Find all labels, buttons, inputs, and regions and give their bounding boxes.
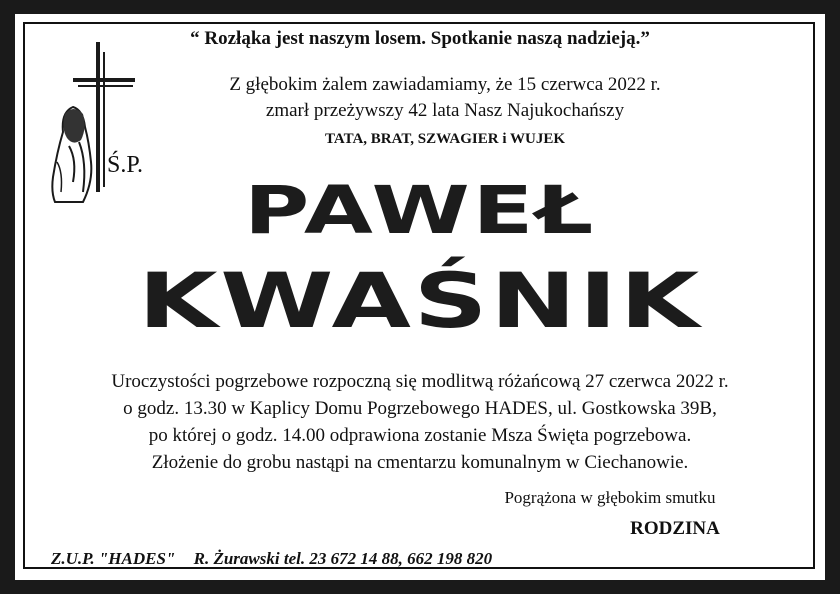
ceremony-details [75, 368, 765, 476]
funeral-home-name: Z.U.P. "HADES" [51, 549, 176, 568]
mourning-note: Pogrążona w głębokim smutku [504, 488, 716, 507]
sp-abbreviation: Ś.P. [107, 152, 144, 178]
announcement-line: Z głębokim żalem zawiadamiamy, że 15 czerwca 2022 r. [229, 74, 661, 95]
family-roles: TATA, BRAT, SZWAGIER i WUJEK [324, 131, 566, 147]
ceremony-line: o godz. 13.30 w Kaplicy Domu Pogrzebowego HADES, ul. Gostkowska 39B, [123, 398, 717, 419]
obituary-sheet [15, 14, 825, 580]
announcement [165, 72, 725, 124]
deceased-first-name: PAWEŁ [244, 172, 596, 249]
ceremony-line: po której o godz. 14.00 odprawiona zostanie Msza Święta pogrzebowa. [148, 425, 692, 446]
announcement-line: zmarł przeżywszy 42 lata Nasz Najukochańszy [265, 100, 625, 121]
funeral-home-footer [51, 549, 506, 569]
deceased-last-name: KWAŚNIK [138, 256, 702, 345]
ceremony-line: Złożenie do grobu nastąpi na cmentarzu komunalnym w Ciechanowie. [151, 452, 689, 473]
funeral-home-contact: R. Żurawski tel. 23 672 14 88, 662 198 820 [193, 549, 493, 568]
family-signature: RODZINA [630, 518, 720, 539]
ceremony-line: Uroczystości pogrzebowe rozpoczną się modlitwą różańcową 27 czerwca 2022 r. [111, 371, 729, 392]
quote: “ Rozłąka jest naszym losem. Spotkanie naszą nadzieją.” [190, 28, 650, 49]
